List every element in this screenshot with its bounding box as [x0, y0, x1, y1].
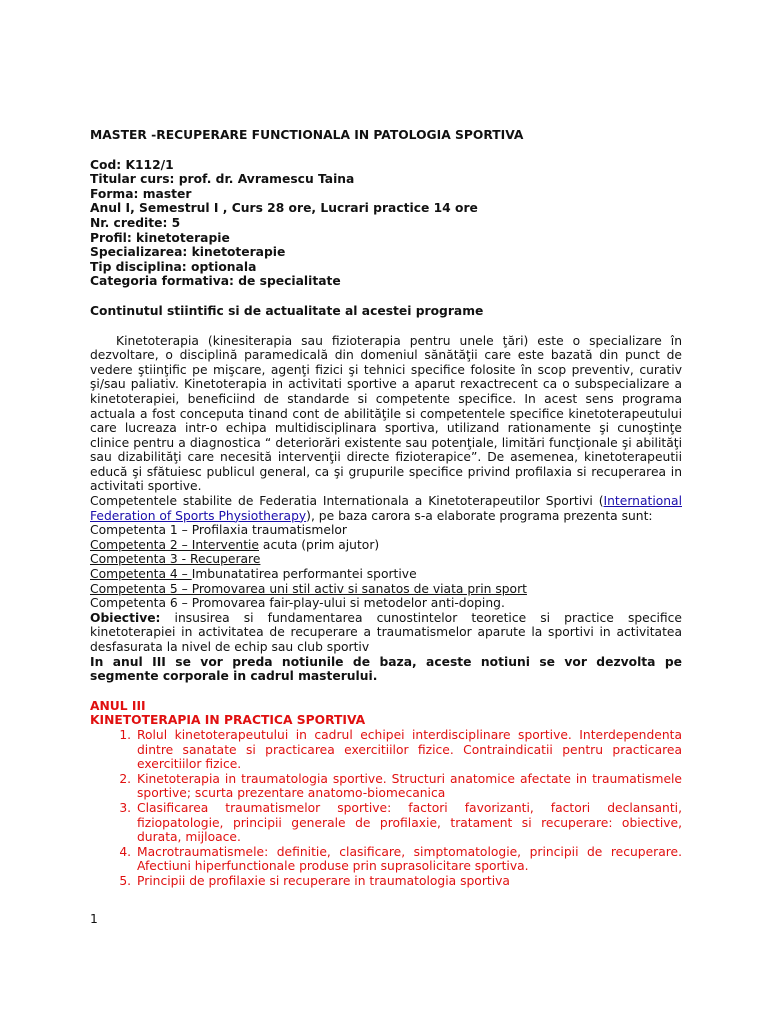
- competenta-item-6: Competenta 6 – Promovarea fair-play-ului si metodelor anti-doping.: [90, 596, 505, 611]
- competente-intro: [90, 494, 682, 523]
- obiective-text: insusirea si fundamentarea cunostintelor teoretice si practice specifice kinetoterapiei in activitatea de recuperare a traumatismelor aparute la sportivi in activitatea desfasurata la nivel de echip sau club sportiv: [90, 610, 682, 654]
- competenta-item-1: Competenta 1 – Profilaxia traumatismelor: [90, 523, 347, 538]
- meta-categoria: Categoria formativa: de specialitate: [90, 274, 341, 289]
- topic-item: 3. Clasificarea traumatismelor sportive: factori favorizanti, factori declansanti, fiziopatologie, principii generale de profilaxie, tratament si recuperare: obiective, durata, mijloace.: [135, 801, 682, 845]
- topic-item: 4. Macrotraumatismele: definitie, clasificare, simptomatologie, principii de recuperare. Afectiuni hiperfunctionale produse prin suprasolicitare sportiva.: [135, 845, 682, 874]
- meta-anul: Anul I, Semestrul I , Curs 28 ore, Lucrari practice 14 ore: [90, 201, 478, 216]
- intro-paragraph: Kinetoterapia (kinesiterapia sau fizioterapia pentru unele ţări) este o specializare în dezvoltare, o disciplină paramedicală din domeniul sănătăţii care este bazată din punct de vedere ştiinţific pe mişcare, agenţi fizici şi tehnici specifice folosite în scop preventiv, curativ şi/sau paliativ. Kinetoterapia in activitati sportive a aparut rexactrecent ca o subspecializare a kinetoterapiei, beneficiind de standarde si competente specifice. In acest sens programa actuala a fost conceputa tinand cont de abilităţile si competentele specifice kinetoterapeutului care lucreaza intr-o echipa multidisciplinara sportiva, utilizand rationamente şi cunoştinţe clinice pentru a diagnostica “ deteriorări existente sau potenţiale, limitări funcţionale şi abilităţi sau dizabilităţi care necesită intervenţii directe fizioterapice”. De asemenea, kinetoterapeutii educă şi sfătuiesc publicul general, ca şi grupurile specifice privind profilaxia si recuperarea in activitati sportive.: [90, 333, 682, 494]
- meta-specializare: Specializarea: kinetoterapie: [90, 245, 286, 260]
- page-number: 1: [90, 912, 98, 926]
- obiective-paragraph: [90, 611, 682, 655]
- meta-credite: Nr. credite: 5: [90, 215, 181, 230]
- anul-heading: ANUL III: [90, 698, 146, 713]
- meta-cod: Cod: K112/1: [90, 157, 174, 172]
- meta-titular: Titular curs: prof. dr. Avramescu Taina: [90, 172, 355, 187]
- competente-intro-after: ), pe baza carora s-a elaborate programa prezenta sunt:: [306, 508, 653, 523]
- anul-note: In anul III se vor preda notiunile de baza, aceste notiuni se vor dezvolta pe segmente corporale in cadrul masterului.: [90, 654, 682, 684]
- course-heading: KINETOTERAPIA IN PRACTICA SPORTIVA: [90, 713, 366, 728]
- meta-tip-disciplina: Tip disciplina: optionala: [90, 259, 257, 274]
- topic-item: 1. Rolul kinetoterapeutului in cadrul echipei interdisciplinare sportive. Interdependenta dintre sanatate si practicarea exercitiilor fizice. Contraindicatii pentru practicarea exercitiilor fizice.: [135, 728, 682, 772]
- document-title: MASTER -RECUPERARE FUNCTIONALA IN PATOLOGIA SPORTIVA: [90, 128, 524, 142]
- document-content: [90, 128, 682, 889]
- competenta-item-5: Competenta 5 – Promovarea uni stil activ si sanatos de viata prin sport: [90, 581, 527, 596]
- competente-intro-before: Competentele stabilite de Federatia Internationala a Kinetoterapeutilor Sportivi (: [90, 494, 604, 509]
- course-metadata: [90, 158, 682, 289]
- section-heading: Continutul stiintific si de actualitate al acestei programe: [90, 303, 484, 318]
- meta-profil: Profil: kinetoterapie: [90, 230, 230, 245]
- topic-item: 5. Principii de profilaxie si recuperare in traumatologia sportiva: [135, 874, 682, 889]
- competenta-item-4: Competenta 4 – Imbunatatirea performantei sportive: [90, 567, 417, 582]
- obiective-label: Obiective:: [90, 610, 161, 625]
- topic-item: 2. Kinetoterapia in traumatologia sportive. Structuri anatomice afectate in traumatismele sportive; scurta prezentare anatomo-biomecanica: [135, 772, 682, 801]
- competenta-item-2: Competenta 2 – Interventie acuta (prim ajutor): [90, 537, 380, 552]
- competente-list: [90, 523, 682, 611]
- ifsp-link[interactable]: International Federation of Sports Physiotherapy: [90, 494, 682, 523]
- meta-forma: Forma: master: [90, 186, 192, 201]
- topics-list: [90, 728, 682, 889]
- competenta-item-3: Competenta 3 - Recuperare: [90, 552, 261, 567]
